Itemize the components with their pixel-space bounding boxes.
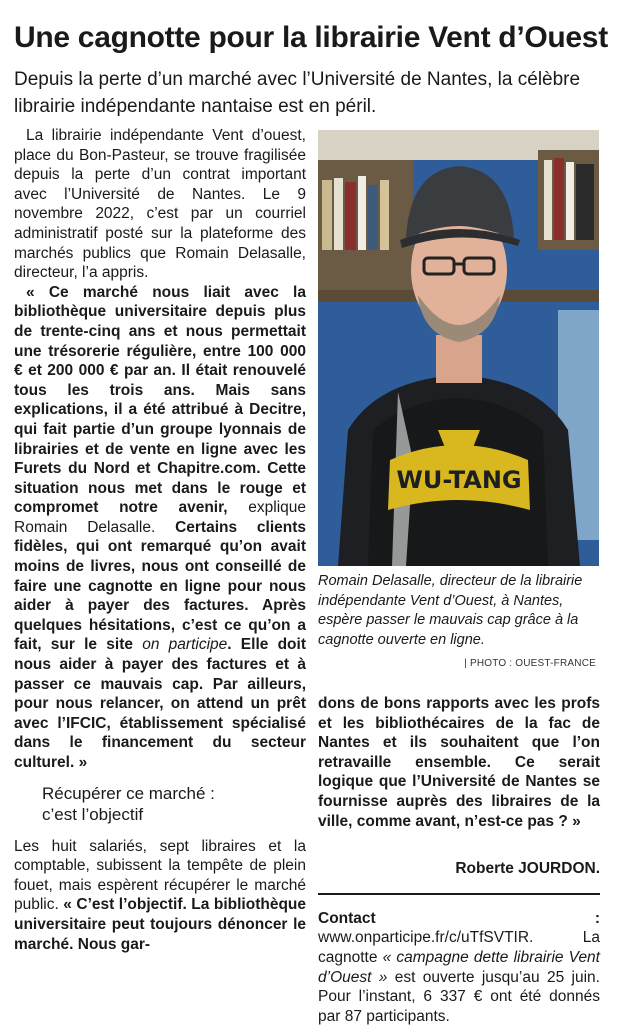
subheading [42,783,306,825]
contact-details: est ouverte jusqu’au 25 juin. Pour l’instant, 6 337 € ont été donnés par 87 participants. [318,968,600,1025]
quote-part-1: « Ce marché nous liait avec la bibliothèque universitaire depuis plus de trente-cinq ans et nous permettait une trésorerie régulière, entre 100 000 € et 200 000 € par an. Il était renouvelé tous les trois ans. Mais sans explications, il a été attribué à Decitre, qui fait partie d’un groupe lyonnais de librairies et de vente en ligne avec les Furets du Nord et Chapitre.com. Cette situation nous met dans le rouge et compromet notre avenir, [14,283,306,517]
paragraph-two-continued: dons de bons rapports avec les profs et les bibliothécaires de la fac de Nantes et ils souhaitent que l’on retravaille ensemble. Ce serait logique que l’Université de Nantes se fournisse auprès des libraires de la ville, comme avant, n’est-ce pas ? » [318,695,600,830]
portrait-illustration [318,130,599,566]
intro-paragraph: La librairie indépendante Vent d’ouest, place du Bon-Pasteur, se trouve fragilisée depuis la perte d’un contrat important avec l’Université de Nantes. Le 9 novembre 2022, c’est par un courriel administratif posté sur la plateforme des marchés publics que Romain Delasalle, directeur, l’a appris. [14,127,306,282]
paragraph-two-quote-start: « C’est l’objectif. La bibliothèque universitaire peut toujours dénoncer le marché. Nous gar- [14,896,306,953]
quote-part-3: . Elle doit nous aider à payer des factures et à passer ce mauvais cap. Par ailleurs, pour nous relancer, on attend un prêt avec l’IFCIC, établissement spécialisé dans le financement du secteur culturel. » [14,636,306,771]
column-left [14,126,306,954]
subheading-line-2: c’est l’objectif [42,804,144,824]
article-photo [318,130,599,566]
paragraph-two [14,837,306,955]
photo-credit: | PHOTO : OUEST-FRANCE [464,658,596,669]
shirt-logo-text: WU-TANG [396,466,522,494]
headline: Une cagnotte pour la librairie Vent d’Ouest [14,21,608,54]
quote-part-2: Certains clients fidèles, qui ont remarqué qu’on avait moins de livres, nous ont conseillé de faire une cagnotte en ligne pour nous aider à payer des factures. Après quelques hésitations, c’est ce qu’on a fait, sur le site [14,518,307,654]
contact-paragraph [318,909,600,1026]
divider [318,893,600,895]
paragraph-two-regular: Les huit salariés, sept libraires et la comptable, subissent la tempête de plein fouet, mais espèrent récupérer le marché public. [14,837,306,914]
quote-attribution: explique Romain Delasalle. [14,499,306,536]
contact-url-text: www.onparticipe.fr/c/uTfSVTIR. La cagnotte [318,929,600,966]
contact-label: Contact : [318,909,600,927]
quote-paragraph [14,283,306,773]
subheading-line-1: Récupérer ce marché : [42,783,215,803]
site-name: on participe [142,636,228,654]
chapo: Depuis la perte d’un marché avec l’Université de Nantes, la célèbre librairie indépendante nantaise est en péril. [14,69,581,117]
column-right [318,694,600,1026]
photo-caption: Romain Delasalle, directeur de la librairie indépendante Vent d’Ouest, à Nantes, espère passer le mauvais cap grâce à la cagnotte ouverte en ligne. [318,573,583,648]
campaign-name: « campagne dette librairie Vent d’Ouest » [318,948,600,986]
author-signature: Roberte JOURDON. [455,860,600,878]
